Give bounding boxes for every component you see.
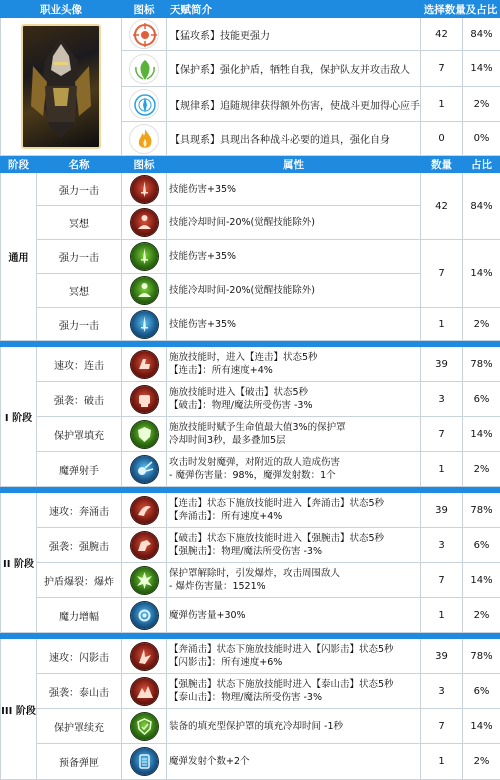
stage-label: I 阶段 (1, 347, 37, 487)
talent-count: 7 (421, 51, 463, 87)
icon-column-header: 图标 (122, 156, 167, 173)
node-percent: 2% (463, 452, 500, 487)
fist-icon (131, 386, 158, 413)
node-name: 魔力增幅 (37, 598, 122, 633)
node-percent: 2% (463, 744, 500, 780)
meditation-icon (131, 209, 158, 236)
sword-icon (131, 176, 158, 203)
node-name: 速攻：闪影击 (37, 639, 122, 674)
node-count: 7 (421, 240, 463, 308)
talent-description: 【具现系】具现出各种战斗必要的道具，强化自身 (167, 122, 421, 156)
node-attribute (167, 347, 421, 382)
node-name: 保护罩续充 (37, 709, 122, 744)
talent-column-header: 天赋简介 (167, 1, 421, 18)
node-name: 护盾爆裂：爆炸 (37, 563, 122, 598)
table-row (1, 563, 500, 598)
talent-row (1, 18, 500, 51)
attribute-line: 冷却时间3秒，最多叠加5层 (169, 434, 420, 447)
attribute-line: 施放技能时进入【破击】状态5秒 (169, 386, 420, 399)
node-name: 强力一击 (37, 240, 122, 274)
attribute-line: 保护罩解除时，引发爆炸，攻击周围敌人 (169, 567, 420, 580)
attribute-line: 【强腕击】：物理/魔法所受伤害 -3% (169, 545, 420, 558)
shadow-strike-icon (131, 643, 158, 670)
talent-icon-cell (122, 51, 167, 87)
node-name: 强力一击 (37, 173, 122, 206)
node-attribute (167, 674, 421, 709)
node-count: 3 (421, 674, 463, 709)
node-percent: 14% (463, 417, 500, 452)
node-count: 1 (421, 452, 463, 487)
node-attribute (167, 452, 421, 487)
magic-amplify-icon (131, 602, 158, 629)
class-portrait-avatar (21, 24, 101, 149)
attribute-line: 【连击】状态下施放技能时进入【奔涌击】状态5秒 (169, 497, 420, 510)
explosion-icon (131, 567, 158, 594)
attribute-line: 攻击时发射魔弹，对附近的敌人造成伤害 (169, 456, 420, 469)
talent-count: 42 (421, 18, 463, 51)
node-count: 42 (421, 173, 463, 240)
node-count: 1 (421, 598, 463, 633)
count-column-header: 选择数量及占比 (421, 1, 500, 18)
node-attribute: 装备的填充型保护罩的填充冷却时间 -1秒 (167, 709, 421, 744)
table-row (1, 709, 500, 744)
table-row (1, 674, 500, 709)
magic-bullet-icon (131, 456, 158, 483)
table-row (1, 598, 500, 633)
node-name: 保护罩填充 (37, 417, 122, 452)
node-percent: 6% (463, 528, 500, 563)
table-row (1, 240, 500, 274)
node-name: 速攻：连击 (37, 347, 122, 382)
node-name: 魔弹射手 (37, 452, 122, 487)
node-count: 1 (421, 308, 463, 341)
attribute-line: 【泰山击】：物理/魔法所受伤害 -3% (169, 691, 420, 704)
avatar-column-header: 职业头像 (1, 1, 122, 18)
node-percent: 2% (463, 598, 500, 633)
attribute-column-header: 属性 (167, 156, 421, 173)
stage-column-header: 阶段 (1, 156, 37, 173)
node-count: 3 (421, 528, 463, 563)
leaf-shield-icon (129, 54, 159, 84)
node-attribute (167, 528, 421, 563)
node-count: 7 (421, 563, 463, 598)
node-count: 3 (421, 382, 463, 417)
talent-description: 【规律系】追随规律获得额外伤害，使战斗更加得心应手 (167, 87, 421, 122)
node-name: 强袭：破击 (37, 382, 122, 417)
node-count: 7 (421, 709, 463, 744)
node-count: 39 (421, 639, 463, 674)
talent-header-row (1, 1, 500, 18)
table-row (1, 173, 500, 206)
count-column-header: 数量 (421, 156, 463, 173)
table-row (1, 308, 500, 341)
node-percent: 84% (463, 173, 500, 240)
node-attribute: 魔弹伤害量+30% (167, 598, 421, 633)
stage-label: II 阶段 (1, 493, 37, 633)
stage-label: 通用 (1, 173, 37, 341)
table-row (1, 493, 500, 528)
talent-description: 【保护系】强化护盾，牺牲自我，保护队友并攻击敌人 (167, 51, 421, 87)
node-name: 冥想 (37, 274, 122, 308)
talent-percent: 14% (463, 51, 500, 87)
node-header-row (1, 156, 500, 173)
attribute-line: - 魔弹伤害量：98%，魔弹发射数：1个 (169, 469, 420, 482)
attribute-line: - 爆炸伤害量：1521% (169, 580, 420, 593)
node-percent: 2% (463, 308, 500, 341)
node-percent: 14% (463, 563, 500, 598)
name-column-header: 名称 (37, 156, 122, 173)
hand-strike-icon (131, 351, 158, 378)
shield-recharge-icon (131, 713, 158, 740)
table-row (1, 528, 500, 563)
node-attribute: 技能伤害+35% (167, 308, 421, 341)
table-row (1, 382, 500, 417)
node-name: 预备弹匣 (37, 744, 122, 780)
table-row (1, 744, 500, 780)
node-attribute (167, 639, 421, 674)
node-count: 7 (421, 417, 463, 452)
attribute-line: 施放技能时赋予生命值最大值3%的保护罩 (169, 421, 420, 434)
attribute-line: 施放技能时，进入【连击】状态5秒 (169, 351, 420, 364)
node-percent: 14% (463, 240, 500, 308)
node-name: 速攻：奔涌击 (37, 493, 122, 528)
talent-icon-cell (122, 87, 167, 122)
talent-count: 0 (421, 122, 463, 156)
talent-percent: 0% (463, 122, 500, 156)
table-row (1, 452, 500, 487)
node-percent: 14% (463, 709, 500, 744)
attribute-line: 【闪影击】：所有速度+6% (169, 656, 420, 669)
node-attribute: 魔弹发射个数+2个 (167, 744, 421, 780)
meditation-icon (131, 277, 158, 304)
talent-description: 【猛攻系】技能更强力 (167, 18, 421, 51)
node-count: 39 (421, 493, 463, 528)
icon-column-header: 图标 (122, 1, 167, 18)
node-percent: 6% (463, 674, 500, 709)
stage-label: III 阶段 (1, 639, 37, 780)
percent-column-header: 占比 (463, 156, 500, 173)
node-percent: 78% (463, 347, 500, 382)
node-count: 39 (421, 347, 463, 382)
node-name: 强袭：泰山击 (37, 674, 122, 709)
fire-sigil-icon (129, 19, 159, 49)
node-attribute (167, 417, 421, 452)
node-name: 冥想 (37, 206, 122, 240)
magazine-icon (131, 748, 158, 775)
talent-icon-cell (122, 18, 167, 51)
node-attribute (167, 563, 421, 598)
attribute-line: 【破击】状态下施放技能时进入【强腕击】状态5秒 (169, 532, 420, 545)
attribute-line: 【奔涌击】状态下施放技能时进入【闪影击】状态5秒 (169, 643, 420, 656)
rush-strike-icon (131, 497, 158, 524)
node-attribute (167, 382, 421, 417)
talent-count: 1 (421, 87, 463, 122)
attribute-line: 【奔涌击】：所有速度+4% (169, 510, 420, 523)
attribute-line: 【强腕击】状态下施放技能时进入【泰山击】状态5秒 (169, 678, 420, 691)
class-portrait-cell (1, 18, 122, 156)
shield-icon (131, 421, 158, 448)
talent-percent: 84% (463, 18, 500, 51)
table-row (1, 347, 500, 382)
flame-icon (129, 124, 159, 154)
sword-icon (131, 243, 158, 270)
sword-icon (131, 311, 158, 338)
node-attribute: 技能伤害+35% (167, 173, 421, 206)
node-percent: 6% (463, 382, 500, 417)
strong-arm-icon (131, 532, 158, 559)
node-percent: 78% (463, 493, 500, 528)
table-row (1, 639, 500, 674)
node-attribute: 技能伤害+35% (167, 240, 421, 274)
attribute-line: 【连击】：所有速度+4% (169, 364, 420, 377)
mountain-strike-icon (131, 678, 158, 705)
node-percent: 78% (463, 639, 500, 674)
node-attribute: 技能冷却时间-20%(觉醒技能除外) (167, 274, 421, 308)
talent-percent: 2% (463, 87, 500, 122)
attribute-line: 【破击】：物理/魔法所受伤害 -3% (169, 399, 420, 412)
table-row (1, 417, 500, 452)
node-name: 强力一击 (37, 308, 122, 341)
node-attribute (167, 493, 421, 528)
node-count: 1 (421, 744, 463, 780)
talent-icon-cell (122, 122, 167, 156)
node-attribute: 技能冷却时间-20%(觉醒技能除外) (167, 206, 421, 240)
node-name: 强袭：强腕击 (37, 528, 122, 563)
compass-icon (129, 89, 159, 119)
